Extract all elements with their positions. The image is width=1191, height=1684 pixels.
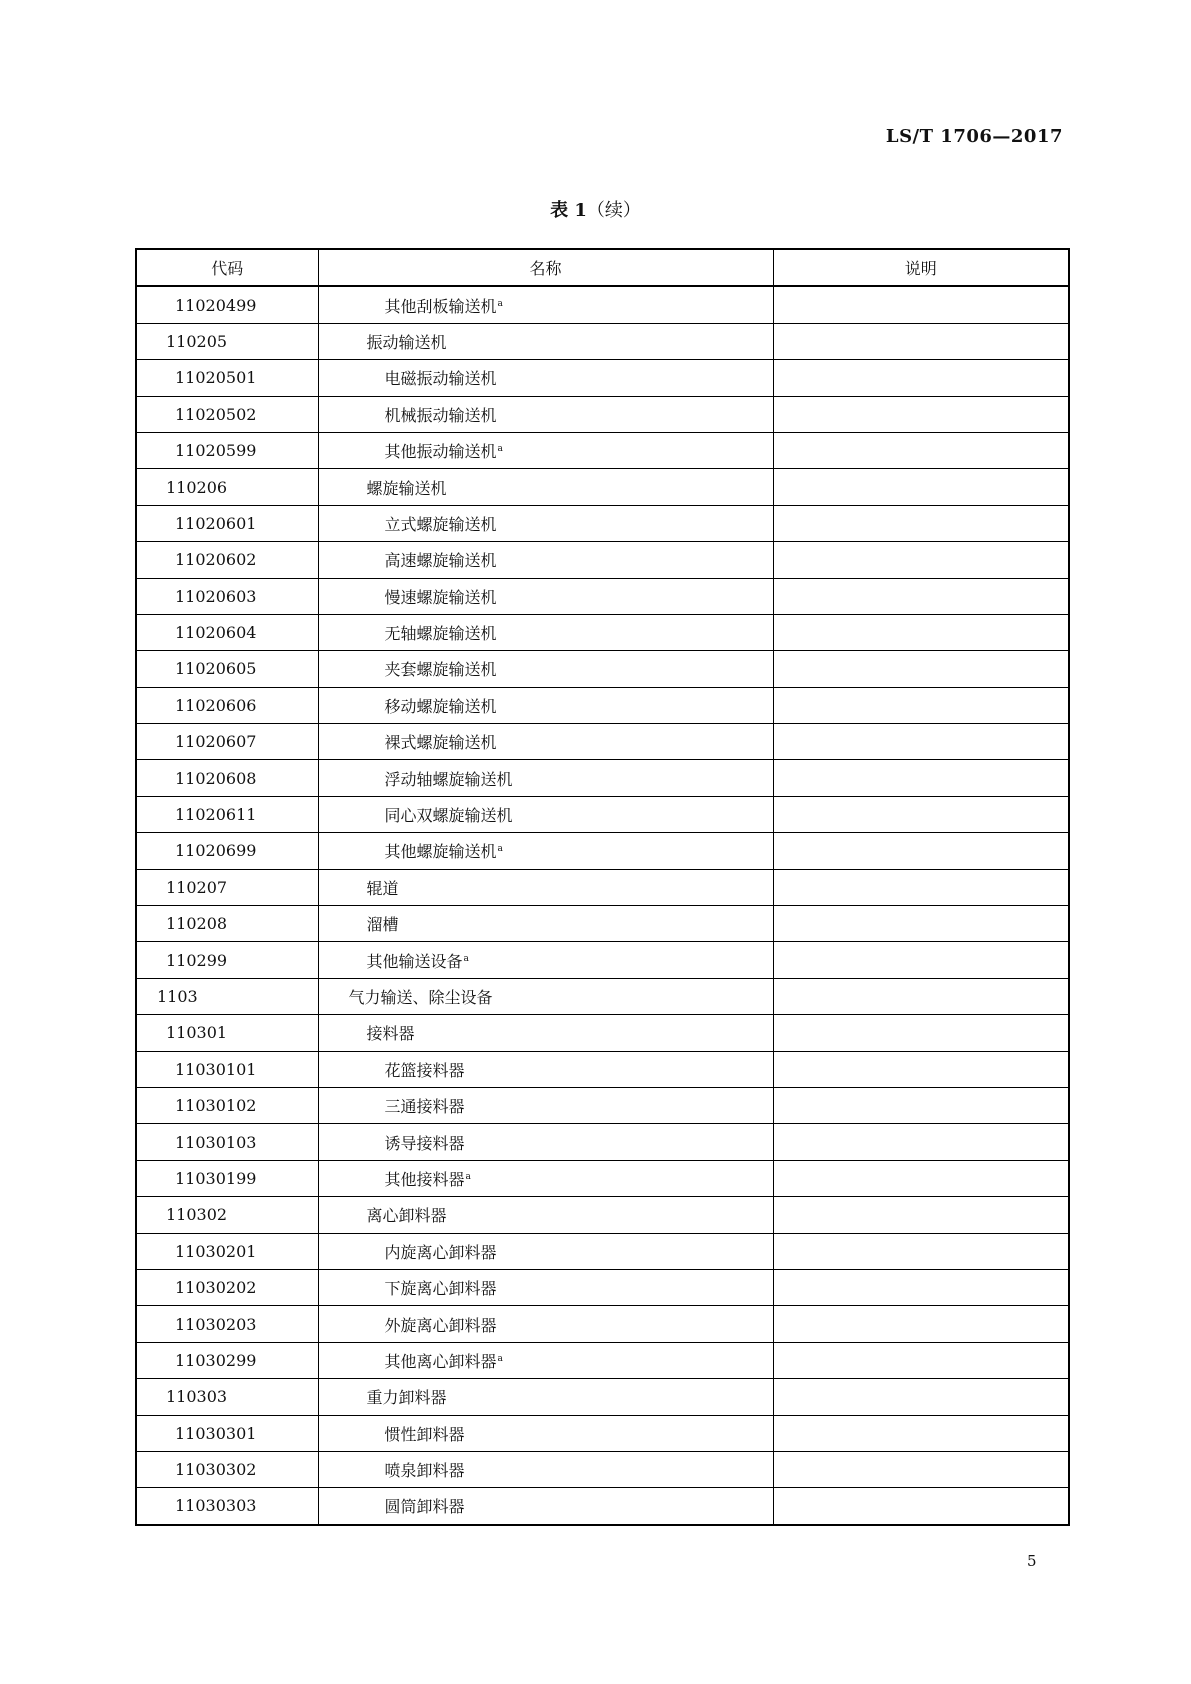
name-text: 移动螺旋输送机 [384,696,497,716]
table-row [136,1051,1069,1087]
table-row [136,286,1069,323]
description-cell [773,323,1069,359]
table-row [136,833,1069,869]
code-cell: 11030201 [136,1233,318,1269]
code-cell: 11020501 [136,360,318,396]
code-cell: 110205 [136,323,318,359]
code-cell: 110299 [136,942,318,978]
standard-code: LS/T 1706—2017 [885,126,1063,147]
table-row [136,1379,1069,1415]
table-row [136,578,1069,614]
name-cell [318,1451,773,1487]
name-text: 其他离心卸料器 [384,1351,497,1371]
name-text: 诱导接料器 [384,1133,465,1153]
name-cell [318,614,773,650]
table-row [136,1160,1069,1196]
code-cell: 11030102 [136,1087,318,1123]
name-text: 浮动轴螺旋输送机 [384,769,513,789]
table-caption-label: 表 1 [550,200,587,221]
name-cell [318,760,773,796]
name-cell [318,906,773,942]
name-text: 花篮接料器 [384,1060,465,1080]
table-row [136,796,1069,832]
table-row [136,432,1069,468]
code-cell: 11020604 [136,614,318,650]
column-header-description: 说明 [773,249,1069,286]
description-cell [773,396,1069,432]
code-cell: 1103 [136,978,318,1014]
table-row [136,1342,1069,1378]
name-text: 圆筒卸料器 [384,1497,465,1517]
name-cell [318,323,773,359]
table-row [136,1415,1069,1451]
code-cell: 11020607 [136,724,318,760]
code-cell: 11020605 [136,651,318,687]
name-text: 裸式螺旋输送机 [384,733,497,753]
code-cell: 110207 [136,869,318,905]
name-text: 无轴螺旋输送机 [384,624,497,644]
table-row [136,505,1069,541]
name-text: 下旋离心卸料器 [384,1279,497,1299]
description-cell [773,1197,1069,1233]
description-cell [773,578,1069,614]
description-cell [773,614,1069,650]
code-cell: 11020599 [136,432,318,468]
table-row [136,1087,1069,1123]
column-header-name: 名称 [318,249,773,286]
table-row [136,542,1069,578]
name-text: 同心双螺旋输送机 [384,806,513,826]
name-text: 机械振动输送机 [384,405,497,425]
description-cell [773,1233,1069,1269]
description-cell [773,542,1069,578]
description-cell [773,1379,1069,1415]
page-number: 5 [1027,1552,1037,1570]
description-cell [773,286,1069,323]
code-cell: 11020606 [136,687,318,723]
name-cell [318,1124,773,1160]
name-text: 内旋离心卸料器 [384,1242,497,1262]
name-text: 重力卸料器 [366,1388,447,1408]
name-cell [318,651,773,687]
name-cell [318,1488,773,1525]
table-body [136,286,1069,1524]
description-cell [773,1306,1069,1342]
name-cell [318,396,773,432]
description-cell [773,1451,1069,1487]
description-cell [773,1342,1069,1378]
name-cell [318,505,773,541]
description-cell [773,1160,1069,1196]
description-cell [773,432,1069,468]
name-cell [318,286,773,323]
description-cell [773,469,1069,505]
description-cell [773,724,1069,760]
code-cell: 11030203 [136,1306,318,1342]
footnote-marker: a [497,1353,503,1364]
table-row [136,978,1069,1014]
table-row [136,1488,1069,1525]
name-cell [318,542,773,578]
code-cell: 110301 [136,1015,318,1051]
name-cell [318,1015,773,1051]
description-cell [773,833,1069,869]
name-cell [318,833,773,869]
name-text: 其他振动输送机 [384,442,497,462]
name-text: 螺旋输送机 [366,478,447,498]
name-text: 外旋离心卸料器 [384,1315,497,1335]
table-row [136,1197,1069,1233]
description-cell [773,1015,1069,1051]
name-cell [318,796,773,832]
description-cell [773,1415,1069,1451]
description-cell [773,1124,1069,1160]
name-text: 辊道 [366,878,399,898]
table-row [136,906,1069,942]
table-row [136,869,1069,905]
column-header-code: 代码 [136,249,318,286]
code-cell: 11030103 [136,1124,318,1160]
name-text: 夹套螺旋输送机 [384,660,497,680]
footnote-marker: a [497,844,503,855]
description-cell [773,1269,1069,1305]
name-text: 喷泉卸料器 [384,1461,465,1481]
description-cell [773,505,1069,541]
name-text: 气力输送、除尘设备 [348,988,493,1007]
name-text: 其他接料器 [384,1169,465,1189]
table-row [136,360,1069,396]
code-cell: 11020608 [136,760,318,796]
table-row [136,1269,1069,1305]
code-cell: 11020699 [136,833,318,869]
table-caption [0,196,1191,222]
description-cell [773,796,1069,832]
code-cell: 11030299 [136,1342,318,1378]
name-text: 离心卸料器 [366,1206,447,1226]
table-row [136,323,1069,359]
name-text: 溜槽 [366,915,399,935]
description-cell [773,978,1069,1014]
code-cell: 11020499 [136,286,318,323]
table-row [136,687,1069,723]
name-cell [318,687,773,723]
code-cell: 11030303 [136,1488,318,1525]
description-cell [773,1087,1069,1123]
code-cell: 11030199 [136,1160,318,1196]
description-cell [773,360,1069,396]
table-row [136,1306,1069,1342]
description-cell [773,869,1069,905]
description-cell [773,1051,1069,1087]
name-text: 其他输送设备 [366,951,463,971]
name-cell [318,578,773,614]
name-cell [318,1415,773,1451]
code-cell: 11030302 [136,1451,318,1487]
classification-table [135,248,1070,1526]
code-cell: 11020502 [136,396,318,432]
code-cell: 110302 [136,1197,318,1233]
description-cell [773,942,1069,978]
name-text: 接料器 [366,1024,415,1044]
table-row [136,396,1069,432]
name-cell [318,942,773,978]
name-cell [318,1160,773,1196]
name-text: 三通接料器 [384,1097,465,1117]
table-row [136,651,1069,687]
name-cell [318,724,773,760]
name-cell [318,1051,773,1087]
description-cell [773,651,1069,687]
table-row [136,614,1069,650]
table-row [136,942,1069,978]
code-cell: 110206 [136,469,318,505]
name-text: 慢速螺旋输送机 [384,587,497,607]
name-cell [318,1269,773,1305]
name-cell [318,978,773,1014]
name-cell [318,1342,773,1378]
table-row [136,1015,1069,1051]
code-cell: 11030101 [136,1051,318,1087]
code-cell: 11020602 [136,542,318,578]
name-cell [318,1379,773,1415]
footnote-marker: a [497,298,503,309]
table-row [136,760,1069,796]
table-header-row [136,249,1069,286]
code-cell: 11020603 [136,578,318,614]
name-text: 高速螺旋输送机 [384,551,497,571]
name-text: 立式螺旋输送机 [384,514,497,534]
table-row [136,1451,1069,1487]
code-cell: 110303 [136,1379,318,1415]
code-cell: 11030301 [136,1415,318,1451]
name-text: 其他刮板输送机 [384,296,497,316]
name-cell [318,1306,773,1342]
table-row [136,469,1069,505]
name-text: 振动输送机 [366,332,447,352]
table-row [136,1124,1069,1160]
footnote-marker: a [465,1171,471,1182]
table-row [136,724,1069,760]
name-cell [318,469,773,505]
description-cell [773,1488,1069,1525]
name-cell [318,360,773,396]
footnote-marker: a [497,444,503,455]
code-cell: 11020601 [136,505,318,541]
code-cell: 11020611 [136,796,318,832]
name-cell [318,1197,773,1233]
name-text: 电磁振动输送机 [384,369,497,389]
name-text: 其他螺旋输送机 [384,842,497,862]
name-cell [318,1087,773,1123]
name-cell [318,1233,773,1269]
footnote-marker: a [463,953,469,964]
description-cell [773,687,1069,723]
description-cell [773,906,1069,942]
table-caption-suffix: （续） [586,200,641,221]
code-cell: 110208 [136,906,318,942]
name-cell [318,432,773,468]
table-row [136,1233,1069,1269]
name-cell [318,869,773,905]
code-cell: 11030202 [136,1269,318,1305]
name-text: 惯性卸料器 [384,1424,465,1444]
description-cell [773,760,1069,796]
